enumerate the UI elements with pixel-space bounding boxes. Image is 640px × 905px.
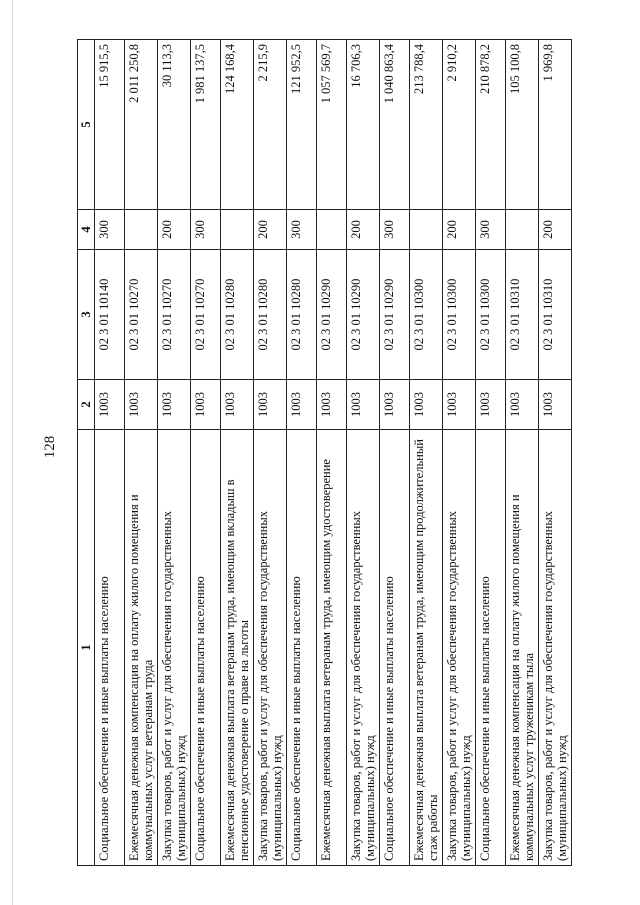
row-amount: 2 215,9 xyxy=(254,40,287,210)
row-type-code xyxy=(410,210,443,250)
row-name: Социальное обеспечение и иные выплаты населению xyxy=(287,430,317,866)
header-col-2: 2 xyxy=(78,380,95,430)
row-target-code: 02 3 01 10270 xyxy=(191,250,221,380)
header-col-5: 5 xyxy=(78,40,95,210)
row-type-code: 200 xyxy=(347,210,380,250)
row-code: 1003 xyxy=(347,380,380,430)
row-code: 1003 xyxy=(476,380,506,430)
row-code: 1003 xyxy=(95,380,125,430)
header-col-1: 1 xyxy=(78,430,95,866)
page-number: 128 xyxy=(42,435,58,459)
row-type-code: 200 xyxy=(539,210,572,250)
row-name: Ежемесячная денежная выплата ветеранам труда, имеющим удостоверение xyxy=(317,430,347,866)
row-code: 1003 xyxy=(539,380,572,430)
row-code: 1003 xyxy=(443,380,476,430)
table-row xyxy=(443,40,476,866)
row-code: 1003 xyxy=(287,380,317,430)
row-type-code xyxy=(317,210,347,250)
table-row xyxy=(158,40,191,866)
row-name: Ежемесячная денежная выплата ветеранам труда, имеющим продолжительный стаж работы xyxy=(410,430,443,866)
table-row xyxy=(476,40,506,866)
row-type-code: 300 xyxy=(191,210,221,250)
row-code: 1003 xyxy=(254,380,287,430)
row-code: 1003 xyxy=(317,380,347,430)
row-code: 1003 xyxy=(380,380,410,430)
row-amount: 105 100,8 xyxy=(506,40,539,210)
row-target-code: 02 3 01 10270 xyxy=(158,250,191,380)
row-code: 1003 xyxy=(506,380,539,430)
table-row xyxy=(191,40,221,866)
row-name: Закупка товаров, работ и услуг для обеспечения государственных (муниципальных) нужд xyxy=(443,430,476,866)
row-name: Социальное обеспечение и иные выплаты населению xyxy=(476,430,506,866)
row-amount: 2 011 250,8 xyxy=(125,40,158,210)
table-row xyxy=(506,40,539,866)
scan-edge-line xyxy=(12,0,13,905)
row-name: Закупка товаров, работ и услуг для обеспечения государственных (муниципальных) нужд xyxy=(254,430,287,866)
row-type-code: 200 xyxy=(443,210,476,250)
table-row xyxy=(95,40,125,866)
row-type-code: 200 xyxy=(254,210,287,250)
row-amount: 1 057 569,7 xyxy=(317,40,347,210)
row-code: 1003 xyxy=(221,380,254,430)
row-target-code: 02 3 01 10290 xyxy=(317,250,347,380)
table-row xyxy=(410,40,443,866)
row-amount: 210 878,2 xyxy=(476,40,506,210)
row-amount: 2 910,2 xyxy=(443,40,476,210)
table-body xyxy=(95,40,572,866)
row-type-code xyxy=(506,210,539,250)
row-name: Социальное обеспечение и иные выплаты населению xyxy=(191,430,221,866)
row-name: Ежемесячная денежная выплата ветеранам труда, имеющим вкладыш в пенсионное удостоверение о праве на льготы xyxy=(221,430,254,866)
row-target-code: 02 3 01 10300 xyxy=(443,250,476,380)
row-target-code: 02 3 01 10280 xyxy=(287,250,317,380)
row-name: Ежемесячная денежная компенсация на оплату жилого помещения и коммунальных услуг труженикам тыла xyxy=(506,430,539,866)
row-name: Социальное обеспечение и иные выплаты населению xyxy=(380,430,410,866)
row-name: Закупка товаров, работ и услуг для обеспечения государственных (муниципальных) нужд xyxy=(539,430,572,866)
row-amount: 213 788,4 xyxy=(410,40,443,210)
row-code: 1003 xyxy=(158,380,191,430)
row-target-code: 02 3 01 10310 xyxy=(506,250,539,380)
header-col-3: 3 xyxy=(78,250,95,380)
row-target-code: 02 3 01 10300 xyxy=(476,250,506,380)
row-amount: 15 915,5 xyxy=(95,40,125,210)
row-code: 1003 xyxy=(410,380,443,430)
row-type-code xyxy=(125,210,158,250)
row-type-code: 300 xyxy=(95,210,125,250)
table-row xyxy=(287,40,317,866)
row-code: 1003 xyxy=(125,380,158,430)
budget-table xyxy=(77,39,572,866)
row-type-code: 300 xyxy=(380,210,410,250)
table-row xyxy=(125,40,158,866)
row-amount: 124 168,4 xyxy=(221,40,254,210)
row-amount: 1 981 137,5 xyxy=(191,40,221,210)
row-name: Закупка товаров, работ и услуг для обеспечения государственных (муниципальных) нужд xyxy=(158,430,191,866)
table-header-row xyxy=(78,40,95,866)
row-amount: 1 969,8 xyxy=(539,40,572,210)
row-amount: 16 706,3 xyxy=(347,40,380,210)
row-name: Закупка товаров, работ и услуг для обеспечения государственных (муниципальных) нужд xyxy=(347,430,380,866)
row-name: Социальное обеспечение и иные выплаты населению xyxy=(95,430,125,866)
row-type-code: 300 xyxy=(287,210,317,250)
table-row xyxy=(347,40,380,866)
table-row xyxy=(254,40,287,866)
row-target-code: 02 3 01 10270 xyxy=(125,250,158,380)
row-target-code: 02 3 01 10290 xyxy=(380,250,410,380)
row-target-code: 02 3 01 10290 xyxy=(347,250,380,380)
row-target-code: 02 3 01 10310 xyxy=(539,250,572,380)
row-type-code: 300 xyxy=(476,210,506,250)
row-amount: 1 040 863,4 xyxy=(380,40,410,210)
table-row xyxy=(221,40,254,866)
row-target-code: 02 3 01 10300 xyxy=(410,250,443,380)
row-amount: 30 113,3 xyxy=(158,40,191,210)
row-target-code: 02 3 01 10280 xyxy=(221,250,254,380)
table-row xyxy=(380,40,410,866)
row-type-code xyxy=(221,210,254,250)
row-name: Ежемесячная денежная компенсация на оплату жилого помещения и коммунальных услуг ветеранам труда xyxy=(125,430,158,866)
row-target-code: 02 3 01 10140 xyxy=(95,250,125,380)
table-row xyxy=(317,40,347,866)
rotated-table-container xyxy=(77,40,569,866)
row-target-code: 02 3 01 10280 xyxy=(254,250,287,380)
header-col-4: 4 xyxy=(78,210,95,250)
row-code: 1003 xyxy=(191,380,221,430)
row-amount: 121 952,5 xyxy=(287,40,317,210)
table-row xyxy=(539,40,572,866)
row-type-code: 200 xyxy=(158,210,191,250)
